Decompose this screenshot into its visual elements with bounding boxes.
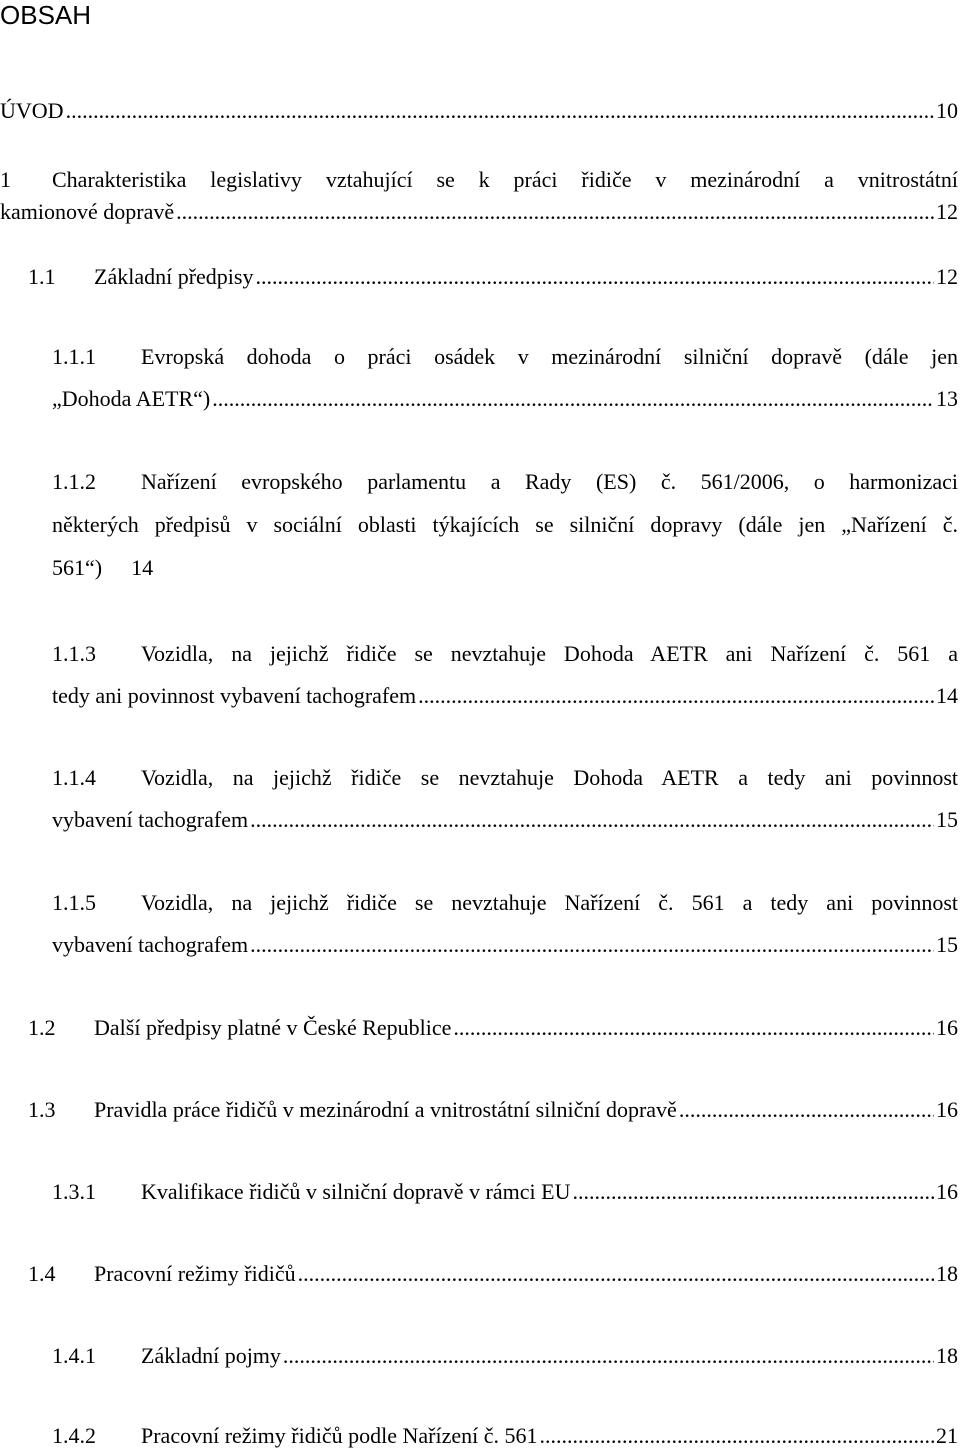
toc-entry-number: 1.3 <box>28 1097 56 1122</box>
toc-entry-text: Vozidla, na jejichž řidiče se nevztahuje Nařízení č. 561 a tedy ani povinnost <box>141 890 958 915</box>
toc-entry-text: Nařízení evropského parlamentu a Rady (ES) č. 561/2006, o harmonizaci <box>141 469 958 494</box>
toc-entry[interactable] <box>0 165 958 238</box>
toc-entry-number: 1.4 <box>28 1261 56 1286</box>
toc-entry[interactable] <box>0 96 958 137</box>
toc-entry-number: 1.2 <box>28 1015 56 1040</box>
toc-page-number: 13 <box>936 386 958 411</box>
dot-leader <box>250 930 934 960</box>
dot-leader <box>418 681 934 711</box>
toc-entry-number: 1 <box>0 167 11 192</box>
dot-leader <box>539 1421 934 1451</box>
toc-entry-text: vybavení tachografem <box>52 807 249 832</box>
toc-page-number: 12 <box>936 264 958 289</box>
dot-leader <box>679 1095 934 1125</box>
toc-entry-text: Kvalifikace řidičů v silniční dopravě v rámci EU <box>141 1179 571 1204</box>
toc-entry-text: vybavení tachografem <box>52 932 249 957</box>
toc-entry-number: 1.3.1 <box>52 1179 96 1204</box>
toc-page-number: 14 <box>936 683 958 708</box>
toc-entry-text: Základní pojmy <box>141 1343 281 1368</box>
toc-entry[interactable] <box>0 1177 958 1218</box>
dot-leader <box>66 96 934 126</box>
toc-entry-text: kamionové dopravě <box>0 199 175 224</box>
toc-page-number: 16 <box>936 1015 958 1040</box>
toc-page-number: 16 <box>936 1179 958 1204</box>
dot-leader <box>572 1177 934 1207</box>
toc-entry-text: Další předpisy platné v České Republice <box>94 1015 452 1040</box>
toc-page-number: 14 <box>131 555 154 580</box>
toc-entry[interactable] <box>0 342 958 425</box>
toc-entry[interactable] <box>0 888 958 971</box>
toc-page-number: 21 <box>936 1423 958 1448</box>
toc-entry[interactable] <box>0 1095 958 1136</box>
toc-entry-number: 1.4.1 <box>52 1343 96 1368</box>
dot-leader <box>250 805 934 835</box>
toc-entry-number: 1.1.4 <box>52 765 96 790</box>
toc-entry-text: 561“) <box>52 555 103 580</box>
toc-page-number: 15 <box>936 807 958 832</box>
dot-leader <box>453 1013 934 1043</box>
toc-entry-text: „Dohoda AETR“) <box>52 386 211 411</box>
toc-page-number: 15 <box>936 932 958 957</box>
toc-entry-text: tedy ani povinnost vybavení tachografem <box>52 683 417 708</box>
toc-entry-text: Vozidla, na jejichž řidiče se nevztahuje Dohoda AETR ani Nařízení č. 561 a <box>141 641 958 666</box>
dot-leader <box>176 197 934 227</box>
toc-entry[interactable] <box>0 1341 958 1382</box>
toc-page-number: 10 <box>936 98 958 123</box>
toc-entry-text: Základní předpisy <box>94 264 254 289</box>
toc-page-number: 16 <box>936 1097 958 1122</box>
toc-entry[interactable] <box>0 639 958 722</box>
toc-page-number: 18 <box>936 1343 958 1368</box>
toc-entry[interactable] <box>0 1421 958 1450</box>
toc-entry[interactable] <box>0 1013 958 1054</box>
toc-entry[interactable] <box>0 467 958 594</box>
toc-entry-text: Pracovní režimy řidičů <box>94 1261 296 1286</box>
toc-entry-text: Charakteristika legislativy vztahující se k práci řidiče v mezinárodní a vnitrostátní <box>52 167 958 192</box>
toc-entry-number: 1.1.5 <box>52 890 96 915</box>
toc-page-number: 12 <box>936 199 958 224</box>
toc-entry-label: ÚVOD <box>0 98 64 123</box>
toc-entry-text: Evropská dohoda o práci osádek v mezinárodní silniční dopravě (dále jen <box>141 344 958 369</box>
dot-leader <box>298 1259 934 1289</box>
toc-entry-number: 1.1.2 <box>52 469 96 494</box>
toc-entry-number: 1.1.1 <box>52 344 96 369</box>
toc-entry-text: Pracovní režimy řidičů podle Nařízení č. 561 <box>141 1423 538 1448</box>
dot-leader <box>283 1341 934 1371</box>
toc-entry-text: Pravidla práce řidičů v mezinárodní a vnitrostátní silniční dopravě <box>94 1097 677 1122</box>
toc-entry-number: 1.1 <box>28 264 56 289</box>
toc-entry-text: některých předpisů v sociální oblasti týkajících se silniční dopravy (dále jen „Nařízení č. <box>52 512 958 537</box>
toc-entry[interactable] <box>0 262 958 303</box>
dot-leader <box>212 384 934 414</box>
toc-entry-number: 1.4.2 <box>52 1423 96 1448</box>
toc-entry[interactable] <box>0 763 958 846</box>
toc-entry[interactable] <box>0 1259 958 1300</box>
toc-entry-number: 1.1.3 <box>52 641 96 666</box>
toc-title: OBSAH <box>0 0 92 30</box>
toc-page-number: 18 <box>936 1261 958 1286</box>
toc-entry-text: Vozidla, na jejichž řidiče se nevztahuje Dohoda AETR a tedy ani povinnost <box>141 765 958 790</box>
dot-leader <box>255 262 934 292</box>
